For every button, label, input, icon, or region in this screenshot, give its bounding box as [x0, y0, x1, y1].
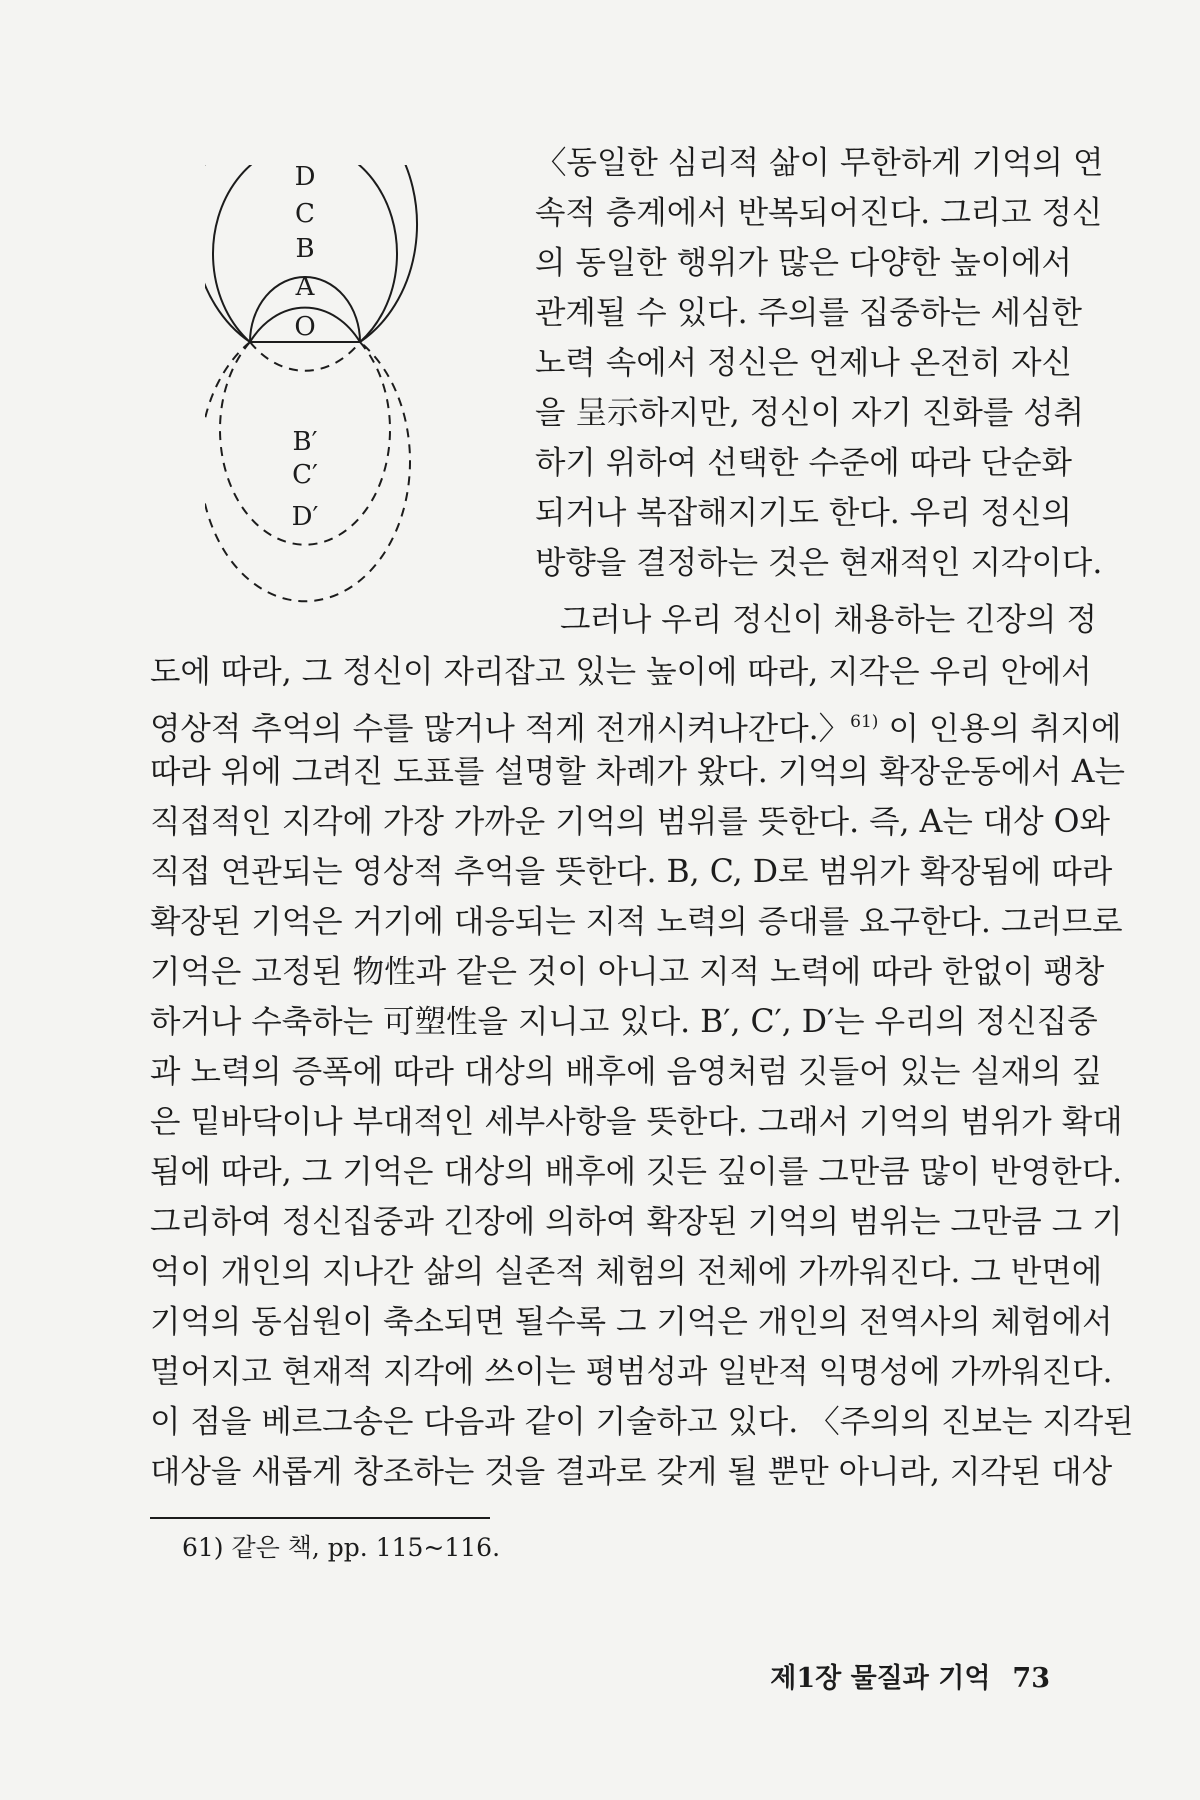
footnote: 61) 같은 책, pp. 115~116.	[182, 1533, 501, 1562]
label-c-prime: C′	[292, 460, 318, 490]
text-line-with-note	[150, 702, 1121, 749]
text-line: 속적 층계에서 반복되어진다. 그리고 정신	[535, 195, 1103, 231]
memory-circles-svg	[205, 165, 515, 605]
page-number: 73	[1012, 1663, 1050, 1694]
memory-circles-diagram	[205, 165, 515, 605]
text-line: 대상을 새롭게 창조하는 것을 결과로 갖게 될 뿐만 아니라, 지각된 대상	[150, 1454, 1113, 1490]
text-line: 은 밑바닥이나 부대적인 세부사항을 뜻한다. 그래서 기억의 범위가 확대	[150, 1104, 1123, 1140]
text-line: 그리하여 정신집중과 긴장에 의하여 확장된 기억의 범위는 그만큼 그 기	[150, 1204, 1123, 1240]
text-line: 이 점을 베르그송은 다음과 같이 기술하고 있다. 〈주의의 진보는 지각된	[150, 1404, 1134, 1440]
quote-end-text: 영상적 추억의 수를 많거나 적게 전개시켜나간다.〉	[150, 711, 851, 747]
text-line: 관계될 수 있다. 주의를 집중하는 세심한	[535, 295, 1082, 331]
text-line: 그러나 우리 정신이 채용하는 긴장의 정	[560, 602, 1097, 638]
text-line: 직접적인 지각에 가장 가까운 기억의 범위를 뜻한다. 즉, A는 대상 O와	[150, 804, 1110, 840]
text-line: 직접 연관되는 영상적 추억을 뜻한다. B, C, D로 범위가 확장됨에 따라	[150, 854, 1113, 890]
label-b-prime: B′	[292, 427, 318, 457]
text-line: 따라 위에 그려진 도표를 설명할 차례가 왔다. 기억의 확장운동에서 A는	[150, 754, 1125, 790]
text-line: 하거나 수축하는 可塑性을 지니고 있다. B′, C′, D′는 우리의 정신집중	[150, 1004, 1098, 1040]
text-line: 도에 따라, 그 정신이 자리잡고 있는 높이에 따라, 지각은 우리 안에서	[150, 654, 1092, 690]
text-line: 노력 속에서 정신은 언제나 온전히 자신	[535, 345, 1072, 381]
text-line: 되거나 복잡해지기도 한다. 우리 정신의	[535, 495, 1072, 531]
text-line: 기억은 고정된 物性과 같은 것이 아니고 지적 노력에 따라 한없이 팽창	[150, 954, 1105, 990]
quote-followup-text: 이 인용의 취지에	[888, 711, 1122, 747]
text-line: 의 동일한 행위가 많은 다양한 높이에서	[535, 245, 1072, 281]
page-footer	[770, 1656, 1050, 1695]
text-line: 기억의 동심원이 축소되면 될수록 그 기억은 개인의 전역사의 체험에서	[150, 1304, 1113, 1340]
label-b: B	[295, 234, 315, 264]
footnote-divider	[150, 1517, 490, 1519]
circle-b-prime-arc	[250, 342, 360, 371]
text-line: 확장된 기억은 거기에 대응되는 지적 노력의 증대를 요구한다. 그러므로	[150, 904, 1123, 940]
text-line: 하기 위하여 선택한 수준에 따라 단순화	[535, 445, 1072, 481]
label-o: O	[294, 312, 316, 342]
chapter-title: 제1장 물질과 기억	[770, 1663, 991, 1694]
label-c: C	[295, 199, 315, 229]
text-line: 됨에 따라, 그 기억은 대상의 배후에 깃든 깊이를 그만큼 많이 반영한다.	[150, 1154, 1123, 1190]
label-a: A	[295, 272, 315, 302]
text-line: 과 노력의 증폭에 따라 대상의 배후에 음영처럼 깃들어 있는 실재의 깊	[150, 1054, 1103, 1090]
footnote-marker: 61)	[850, 712, 879, 732]
text-line: 멀어지고 현재적 지각에 쓰이는 평범성과 일반적 익명성에 가까워진다.	[150, 1354, 1113, 1390]
text-line: 을 呈示하지만, 정신이 자기 진화를 성취	[535, 395, 1085, 431]
label-d-prime: D′	[291, 502, 319, 532]
label-d: D	[294, 165, 316, 192]
text-line: 〈동일한 심리적 삶이 무한하게 기억의 연	[535, 145, 1104, 181]
text-line: 방향을 결정하는 것은 현재적인 지각이다.	[535, 545, 1103, 581]
text-line: 억이 개인의 지나간 삶의 실존적 체험의 전체에 가까워진다. 그 반면에	[150, 1254, 1103, 1290]
